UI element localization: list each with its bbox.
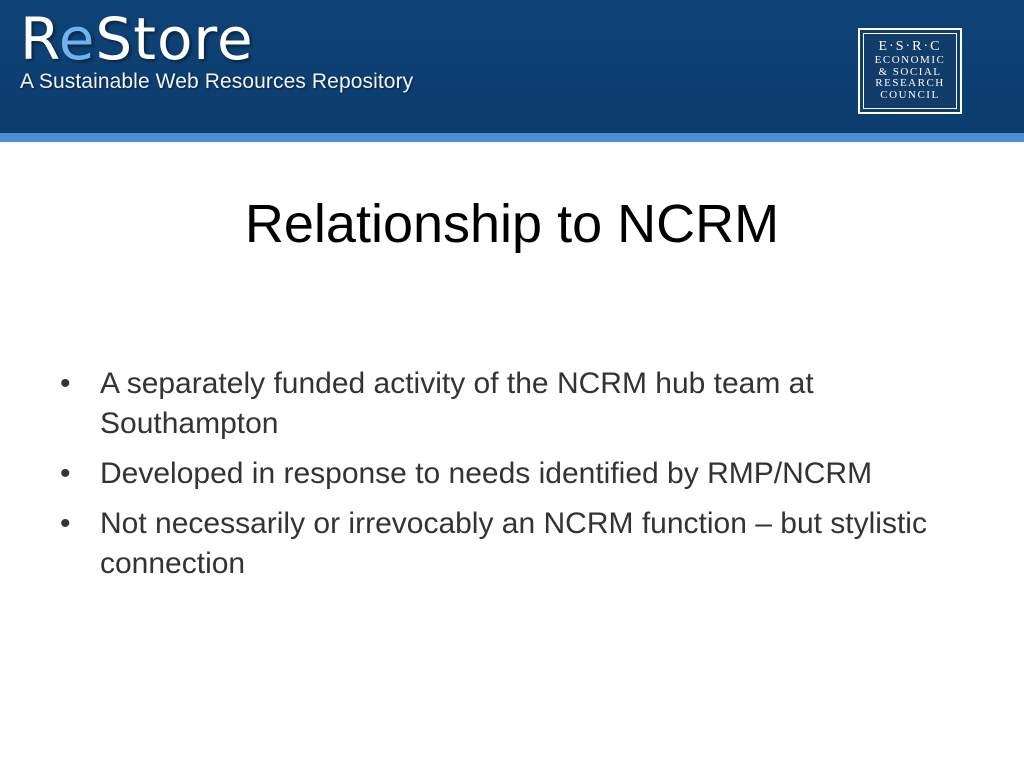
bullet-item — [60, 454, 940, 494]
esrc-line: COUNCIL — [880, 88, 940, 101]
esrc-logo-inner — [863, 33, 957, 109]
bullet-item — [60, 364, 940, 444]
esrc-line: RESEARCH — [875, 77, 945, 89]
bullet-icon: • — [60, 507, 71, 540]
logo-accent: e — [58, 5, 96, 73]
header-stripe — [0, 133, 1024, 142]
bullet-list — [60, 364, 940, 594]
esrc-line: ECONOMIC — [874, 54, 946, 66]
esrc-logo — [858, 28, 962, 114]
header-banner — [0, 0, 1024, 133]
bullet-icon: • — [60, 457, 71, 490]
logo-wordmark — [20, 5, 413, 73]
bullet-text: Developed in response to needs identified by RMP/NCRM — [100, 457, 873, 490]
restore-logo — [20, 5, 414, 94]
esrc-title: E·S·R·C — [878, 39, 942, 54]
logo-suffix: Store — [95, 5, 254, 73]
esrc-line: & SOCIAL — [878, 65, 942, 78]
bullet-text: A separately funded activity of the NCRM hub team at Southampton — [100, 367, 814, 440]
slide-title: Relationship to NCRM — [244, 194, 780, 254]
bullet-text: Not necessarily or irrevocably an NCRM function – but stylistic connection — [100, 507, 927, 580]
logo-tagline: A Sustainable Web Resources Repository — [20, 70, 414, 93]
bullet-item — [60, 504, 940, 584]
bullet-icon: • — [60, 367, 71, 400]
logo-prefix: R — [20, 5, 59, 73]
